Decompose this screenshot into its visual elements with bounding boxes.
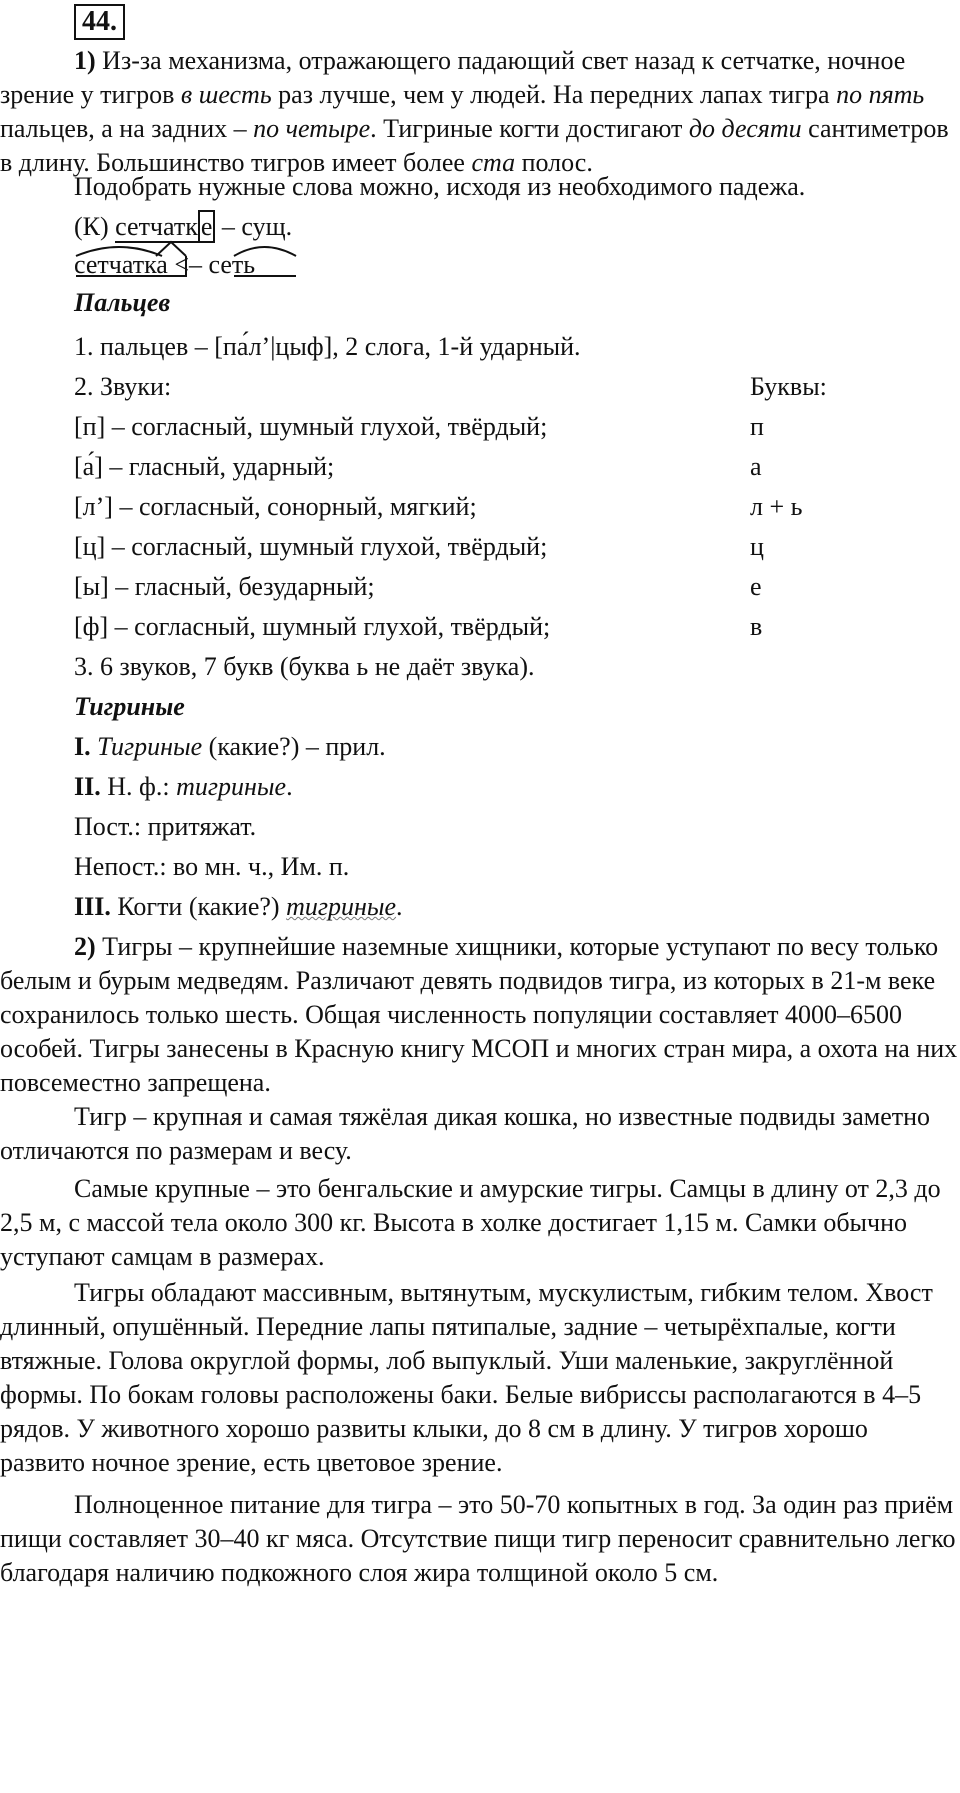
task1-paragraph [0, 44, 958, 180]
task2-paragraph-3: Самые крупные – это бенгальские и амурские тигры. Самцы в длину от 2,3 до 2,5 м, с массой тела около 300 кг. Высота в холке достигает 1,15 м. Самки обычно уступают самцам в размерах. [0, 1174, 941, 1271]
italic-fragment: в шесть [180, 80, 272, 109]
initial-form: тигриные [176, 772, 287, 801]
letter-cell: л + ь [750, 492, 803, 521]
note-line: Подобрать нужные слова можно, исходя из необходимого падежа. [74, 172, 806, 201]
roman-III: III. [74, 892, 111, 921]
task2-paragraph-4: Тигры обладают массивным, вытянутым, мускулистым, гибким телом. Хвост длинный, опушённый. Передние лапы пятипалые, задние – четырёхпалые, когти втяжные. Голова округлой формы, лоб выпуклый. Уши маленькие, закруглённой формы. По бокам головы расположены баки. Белые вибриссы располагаются в 4–5 рядов. У животного хорошо развиты клыки, до 8 см в длину. У тигров хорошо развито ночное зрение, есть цветовое зрение. [0, 1278, 933, 1477]
tigrinye-heading: Тигриные [74, 692, 185, 721]
word-stem: сетчатк [115, 212, 198, 241]
sound-description: [ы] – гласный, безударный; [74, 572, 375, 601]
task2-paragraph-5: Полноценное питание для тигра – это 50-70 копытных в год. За один раз приём пищи составляет 30–40 кг мяса. Отсутствие пищи тигр переносит сравнительно легко благодаря наличию подкожного слоя жира толщиной около 5 см. [0, 1490, 956, 1587]
italic-fragment: по пять [836, 80, 925, 109]
morpheme-marks [74, 236, 284, 286]
text-fragment: сантиметров в длину. Большинство тигров имеет более [0, 114, 949, 177]
roman-I: I. [74, 732, 91, 761]
text-fragment: . Тигриные когти достигают [370, 114, 689, 143]
task2-marker: 2) [74, 932, 96, 961]
letter-cell: в [750, 612, 763, 641]
task2-paragraph-2: Тигр – крупная и самая тяжёлая дикая кошка, но известные подвиды заметно отличаются по размерам и весу. [0, 1102, 931, 1165]
sound-description: [л’] – согласный, сонорный, мягкий; [74, 492, 477, 521]
morph-III [74, 890, 403, 924]
stem-mark [76, 256, 186, 276]
italic-fragment: ста [471, 148, 516, 177]
paltsev-line3: 3. 6 звуков, 7 букв (буква ь не даёт звука). [74, 652, 535, 681]
text-fragment: пальцев, а на задних – [0, 114, 254, 143]
morph-II [74, 770, 293, 804]
task2-p1-text: Тигры – крупнейшие наземные хищники, которые уступают по весу только белым и бурым медведям. Различают девять подвидов тигра, из которых в 21-м веке сохранилось только шесть. Общая численность популяции составляет 4000–6500 особей. Тигры занесены в Красную книгу МСОП и многих стран мира, а охота на них повсеместно запрещена. [0, 932, 958, 1097]
root-arc-2 [234, 247, 296, 256]
text-fragment: раз лучше, чем у людей. На передних лапах тигра [271, 80, 837, 109]
task1-text [0, 46, 949, 177]
exercise-number: 44. [74, 4, 125, 40]
text-fragment: полос. [515, 148, 593, 177]
derived-word: сетчатка [74, 250, 168, 279]
k-prefix: (К) [74, 212, 116, 241]
letter-cell: п [750, 412, 764, 441]
text-fragment: Из-за механизма, отражающего падающий свет назад к сетчатке, ночное зрение у тигров [0, 46, 906, 109]
letter-cell: ц [750, 532, 764, 561]
morph-nepost: Непост.: во мн. ч., Им. п. [74, 852, 350, 881]
word-italic: Тигриные [97, 732, 203, 761]
morph-III-text: Когти (какие?) [110, 892, 287, 921]
k-part-of-speech: – сущ. [215, 212, 293, 241]
italic-fragment: до десяти [688, 114, 802, 143]
morph-III-end: . [396, 892, 403, 921]
root-arc-1 [76, 247, 162, 256]
letter-cell: е [750, 572, 762, 601]
task1-marker: 1) [74, 46, 96, 75]
sound-description: [п] – согласный, шумный глухой, твёрдый; [74, 412, 548, 441]
suffix-mark-1 [156, 242, 186, 256]
morph-I [74, 730, 386, 764]
sound-description: [ц] – согласный, шумный глухой, твёрдый; [74, 532, 548, 561]
sound-description: [а́] – гласный, ударный; [74, 452, 335, 481]
italic-fragment: по четыре [253, 114, 371, 143]
letters-header: Буквы: [750, 372, 827, 401]
paltsev-line1: 1. пальцев – [па́л’|цыф], 2 слога, 1-й ударный. [74, 332, 581, 361]
letter-cell: а [750, 452, 762, 481]
roman-II: II. [74, 772, 101, 801]
morph-post: Пост.: притяжат. [74, 812, 257, 841]
word-ending: е [198, 210, 216, 243]
morph-II-text: Н. ф.: [100, 772, 177, 801]
sound-description: [ф] – согласный, шумный глухой, твёрдый; [74, 612, 551, 641]
morph-II-end: . [286, 772, 293, 801]
paltsev-heading: Пальцев [74, 288, 171, 317]
syntax-role-word: тигриные [286, 892, 397, 921]
sounds-header: 2. Звуки: [74, 372, 172, 401]
morph-I-rest: (какие?) – прил. [202, 732, 386, 761]
task2-paragraph-1 [0, 930, 958, 1100]
derivation-arrow: <– [167, 250, 209, 279]
root-word: сеть [208, 250, 256, 279]
